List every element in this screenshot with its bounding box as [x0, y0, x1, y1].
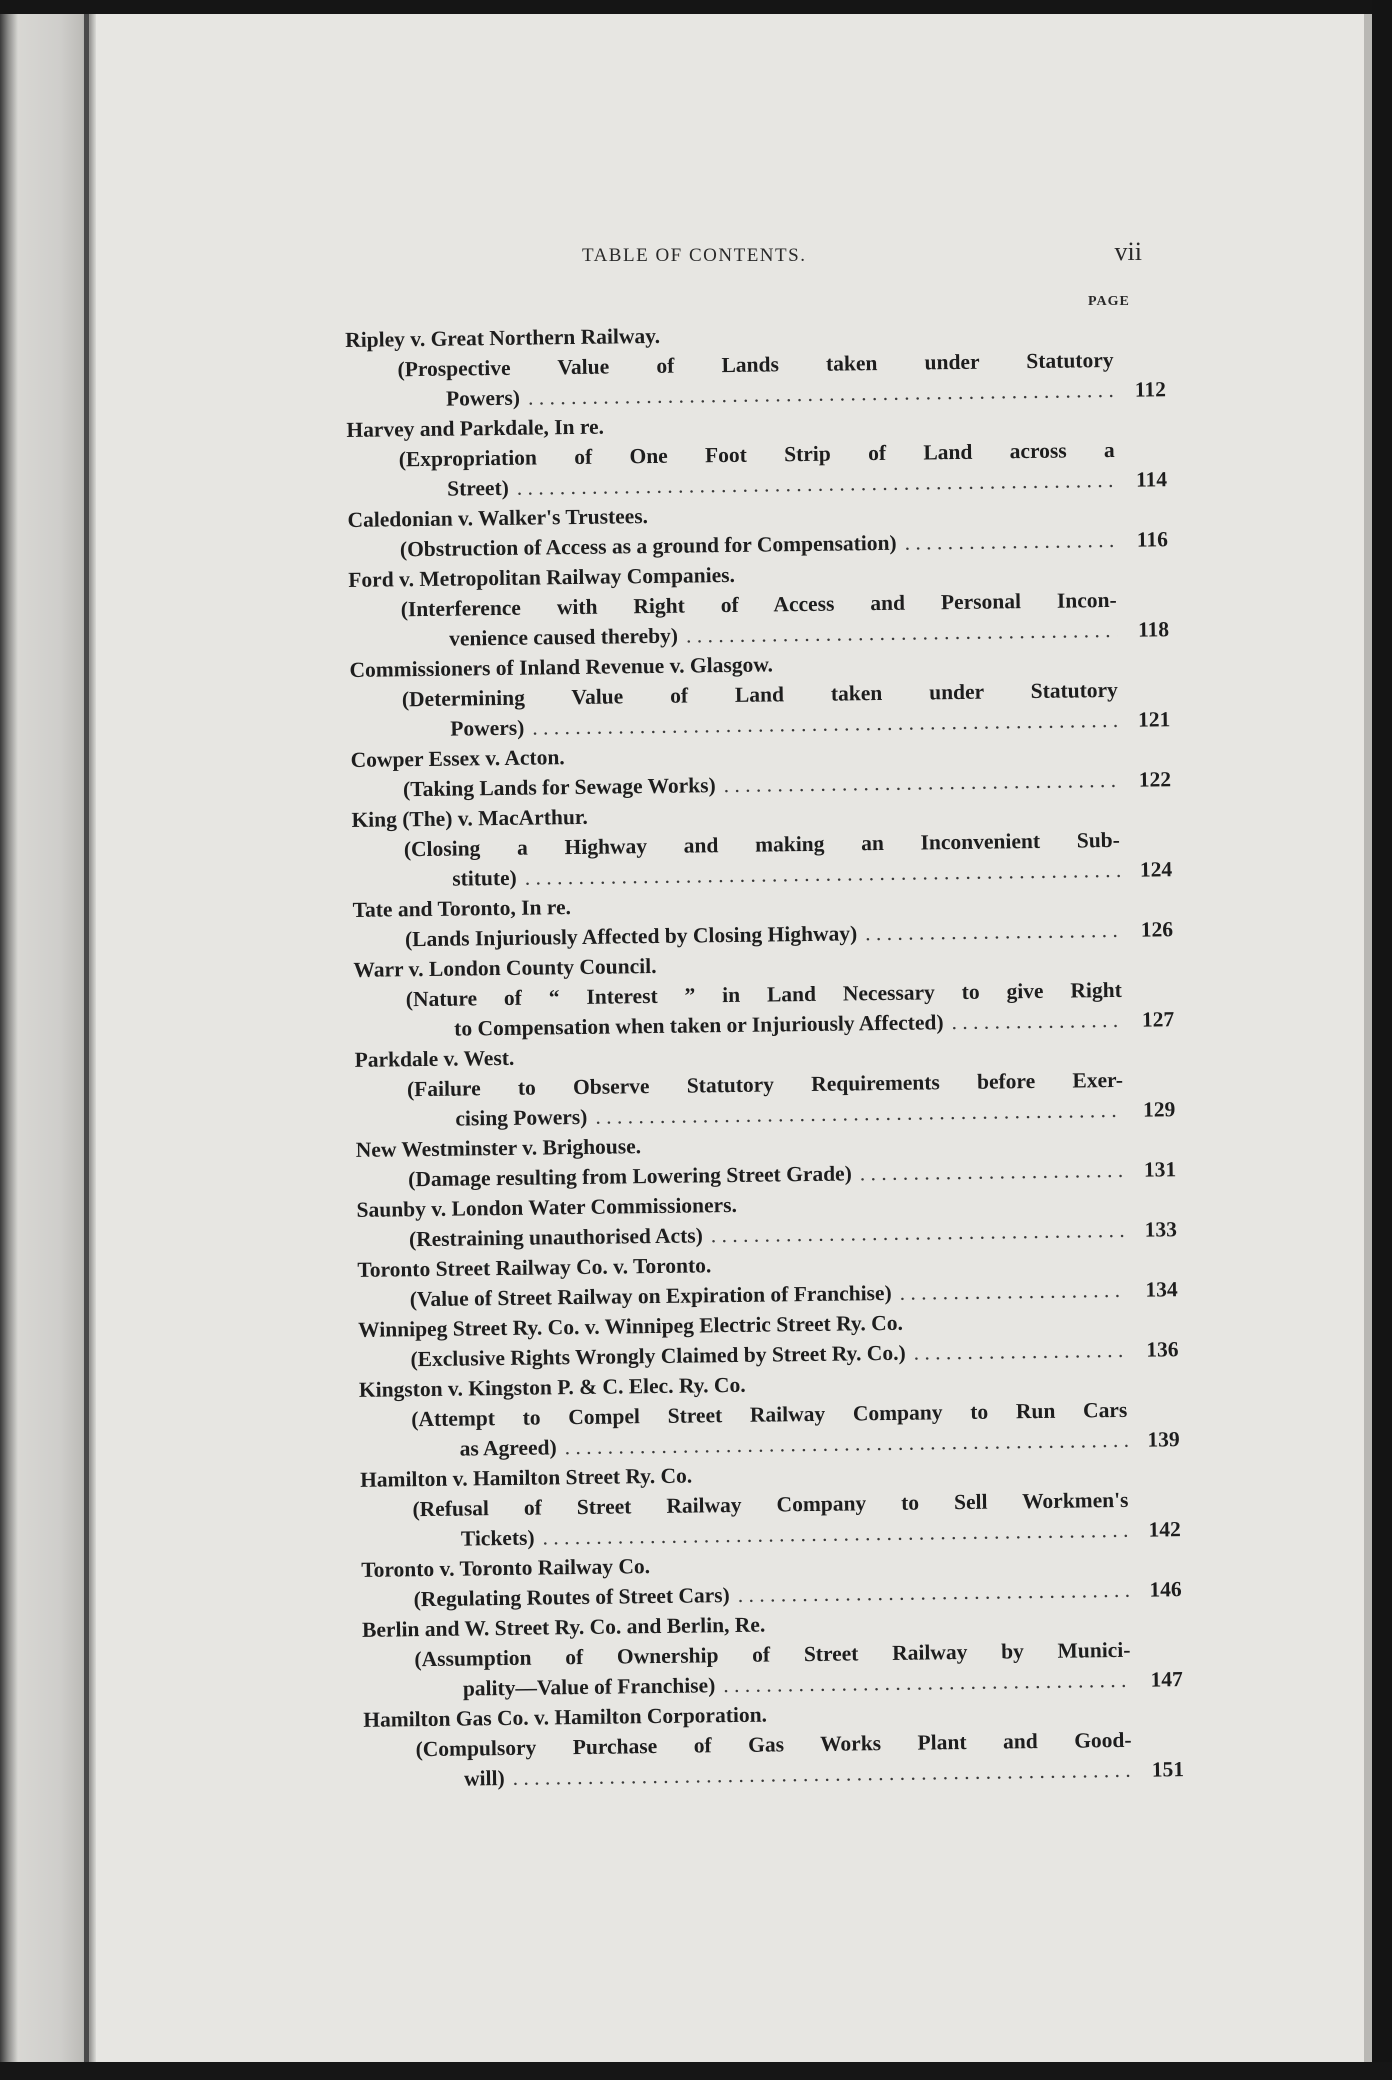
case-title: Toronto v. Toronto Railway Co.: [361, 1554, 651, 1582]
case-description-text: (Taking Lands for Sewage Works): [402, 773, 716, 802]
case-description-line: (Assumption of Ownership of Street Railway by Munici-: [414, 1637, 1131, 1672]
case-title: Hamilton v. Hamilton Street Ry. Co.: [359, 1463, 693, 1492]
case-page-number: 139: [1147, 1427, 1180, 1452]
scan-border-bottom: [0, 2062, 1392, 2080]
toc-entry: [352, 884, 1173, 955]
case-description-line: (Expropriation of One Foot Strip of Land across a: [398, 437, 1115, 472]
case-description-text: (Obstruction of Access as a ground for Compensation): [399, 530, 897, 562]
toc-entry: [353, 944, 1174, 1045]
case-description-line: (Prospective Value of Lands taken under Statutory: [397, 347, 1114, 382]
toc-entry: [356, 1124, 1177, 1195]
case-title: Caledonian v. Walker's Trustees.: [347, 504, 649, 532]
case-description-line: (Nature of “ Interest ” in Land Necessary to give Right: [405, 977, 1122, 1012]
dot-leader: [913, 1335, 1126, 1368]
case-description-text: Tickets): [460, 1525, 535, 1551]
case-description-line: (Interference with Right of Access and Personal Incon-: [400, 587, 1117, 622]
case-description-text: (Restraining unauthorised Acts): [408, 1223, 703, 1252]
page-binding: [0, 0, 96, 2080]
case-page-number: 114: [1135, 467, 1168, 492]
case-title: Hamilton Gas Co. v. Hamilton Corporation.: [363, 1702, 768, 1732]
case-page-number: 129: [1142, 1097, 1176, 1122]
case-description-line: (Determining Value of Land taken under Statutory: [401, 677, 1118, 712]
toc-entry: [363, 1694, 1184, 1795]
page-number: vii: [1114, 237, 1142, 266]
toc-entry: [354, 1034, 1175, 1135]
case-description-text: cising Powers): [455, 1104, 588, 1131]
case-title: Parkdale v. West.: [354, 1045, 515, 1072]
case-description-line: (Attempt to Compel Street Railway Company to Run Cars: [411, 1397, 1128, 1432]
case-page-number: 116: [1136, 527, 1169, 552]
case-description-text: Street): [446, 475, 509, 501]
case-title: Kingston v. Kingston P. & C. Elec. Ry. Co.: [358, 1372, 746, 1402]
dot-leader: [860, 1155, 1125, 1188]
running-header: [340, 237, 1152, 281]
case-description-text: Powers): [450, 715, 525, 741]
case-title: Berlin and W. Street Ry. Co. and Berlin, Re.: [361, 1612, 766, 1642]
case-title: Warr v. London County Council.: [353, 953, 657, 982]
case-page-number: 112: [1134, 377, 1167, 402]
case-title: Toronto Street Railway Co. v. Toronto.: [357, 1253, 712, 1282]
case-description-text: (Damage resulting from Lowering Street Grade): [408, 1161, 852, 1192]
toc-entry: [359, 1364, 1180, 1465]
case-title: Tate and Toronto, In re.: [352, 895, 572, 922]
case-description-text: Powers): [445, 385, 521, 411]
toc-entry: [350, 734, 1171, 805]
case-description-line: (Closing a Highway and making an Inconvenient Sub-: [403, 827, 1120, 862]
page-column-label: PAGE: [1088, 294, 1130, 309]
page-title: TABLE OF CONTENTS.: [582, 245, 807, 266]
toc-entry: [361, 1544, 1182, 1615]
case-description-text: venience caused thereby): [448, 623, 679, 651]
dot-leader: [723, 1665, 1131, 1700]
page-edge: [1364, 0, 1372, 2080]
case-page-number: 151: [1151, 1757, 1185, 1782]
case-page-number: 131: [1143, 1157, 1177, 1182]
case-title: Ripley v. Great Northern Railway.: [345, 323, 661, 352]
dot-leader: [723, 765, 1119, 800]
case-description-line: (Refusal of Street Railway Company to Sell Workmen's: [412, 1487, 1129, 1522]
dot-leader: [686, 615, 1117, 651]
case-title: Winnipeg Street Ry. Co. v. Winnipeg Electric Street Ry. Co.: [357, 1310, 904, 1342]
spine-line: [84, 0, 89, 2080]
toc-entry: [360, 1454, 1181, 1555]
case-page-number: 121: [1137, 707, 1171, 732]
case-description-text: to Compensation when taken or Injuriously Affected): [454, 1010, 944, 1041]
case-page-number: 134: [1145, 1277, 1178, 1302]
case-title: Harvey and Parkdale, In re.: [346, 414, 605, 442]
toc-entry: [345, 314, 1166, 415]
case-page-number: 126: [1140, 917, 1174, 942]
case-page-number: 127: [1141, 1007, 1175, 1032]
case-description-text: pality—Value of Franchise): [462, 1673, 716, 1701]
toc-entry: [362, 1604, 1183, 1705]
scan-border-top: [0, 0, 1392, 14]
case-description-line: (Compulsory Purchase of Gas Works Plant and Good-: [415, 1727, 1132, 1762]
case-description-text: (Regulating Routes of Street Cars): [413, 1583, 730, 1612]
table-of-contents: [345, 314, 1184, 1795]
case-title: Saunby v. London Water Commissioners.: [356, 1192, 738, 1222]
case-description-line: (Failure to Observe Statutory Requirements before Exer-: [406, 1067, 1124, 1102]
case-description-text: stitute): [452, 865, 517, 891]
toc-entry: [349, 644, 1170, 745]
case-page-number: 147: [1150, 1667, 1183, 1692]
case-title: Cowper Essex v. Acton.: [350, 745, 565, 772]
case-page-number: 142: [1148, 1517, 1181, 1542]
toc-entry: [358, 1304, 1179, 1375]
toc-entry: [357, 1244, 1178, 1315]
scan-border-right: [1372, 0, 1392, 2080]
case-page-number: 124: [1139, 857, 1173, 882]
dot-leader: [904, 525, 1116, 558]
toc-entry: [356, 1184, 1177, 1255]
case-description-text: (Value of Street Railway on Expiration of Franchise): [409, 1280, 892, 1312]
case-description-text: (Exclusive Rights Wrongly Claimed by Street Ry. Co.): [410, 1340, 906, 1372]
case-description-text: as Agreed): [459, 1435, 557, 1461]
toc-entry: [347, 494, 1168, 565]
case-title: King (The) v. MacArthur.: [351, 804, 588, 832]
case-page-number: 118: [1137, 617, 1170, 642]
case-title: New Westminster v. Brighouse.: [355, 1134, 642, 1162]
toc-entry: [351, 794, 1172, 895]
dot-leader: [951, 1005, 1122, 1037]
case-description-text: will): [463, 1766, 505, 1791]
dot-leader: [738, 1575, 1130, 1610]
case-page-number: 122: [1138, 767, 1172, 792]
dot-leader: [865, 915, 1121, 948]
toc-entry: [346, 404, 1167, 505]
case-description-text: (Lands Injuriously Affected by Closing Highway): [404, 921, 858, 952]
case-page-number: 136: [1146, 1337, 1179, 1362]
case-title: Ford v. Metropolitan Railway Companies.: [348, 562, 736, 592]
toc-entry: [348, 554, 1169, 655]
case-page-number: 146: [1149, 1577, 1182, 1602]
dot-leader: [711, 1215, 1125, 1250]
case-title: Commissioners of Inland Revenue v. Glasgow.: [349, 652, 774, 682]
case-page-number: 133: [1144, 1217, 1178, 1242]
dot-leader: [899, 1275, 1125, 1308]
